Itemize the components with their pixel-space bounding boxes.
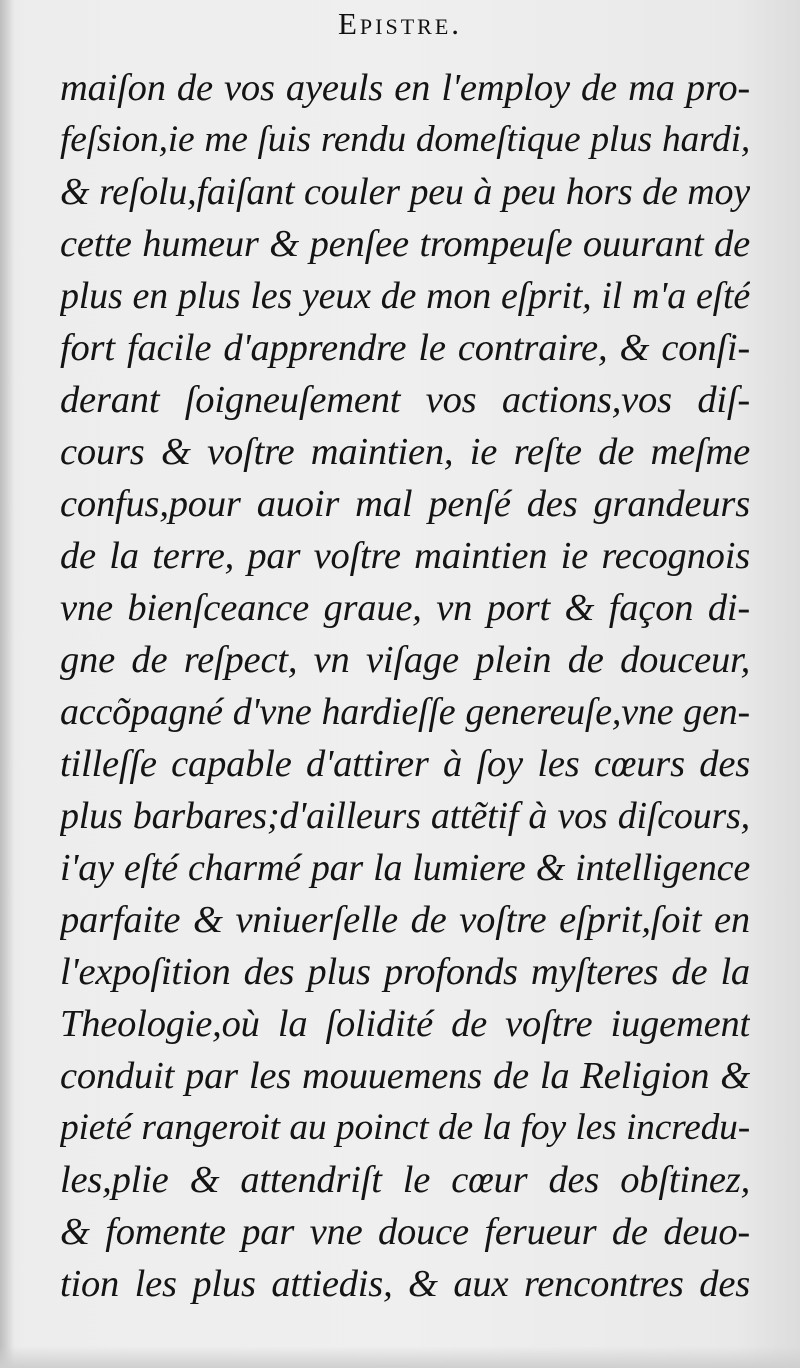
text-line: i'ay eſté charmé par la lumiere & intelligence	[60, 847, 750, 889]
text-line: parfaite & vniuerſelle de voſtre eſprit,ſoit en	[60, 899, 750, 941]
text-line: pieté rangeroit au poinct de la foy les incredu-	[60, 1107, 750, 1148]
text-line: tilleſſe capable d'attirer à ſoy les cœurs des	[60, 743, 750, 785]
text-line: tion les plus attiedis, & aux rencontres des	[60, 1263, 750, 1305]
text-line: feſsion,ie me ſuis rendu domeſtique plus hardi,	[60, 119, 750, 160]
text-line: cours & voſtre maintien, ie reſte de meſme	[60, 431, 750, 473]
text-line: & fomente par vne douce ferueur de deuo-	[60, 1211, 750, 1253]
text-line: & reſolu,faiſant couler peu à peu hors de moy	[60, 171, 750, 213]
text-line: les,plie & attendriſt le cœur des obſtinez,	[60, 1159, 750, 1201]
text-line: l'expoſition des plus profonds myſteres de la	[60, 951, 750, 993]
text-line: vne bienſceance graue, vn port & façon di-	[60, 587, 750, 629]
text-line: cette humeur & penſee trompeuſe ouurant de	[60, 223, 750, 265]
text-line: maiſon de vos ayeuls en l'employ de ma pro-	[60, 67, 750, 109]
text-line: fort facile d'apprendre le contraire, & conſi-	[60, 327, 750, 369]
text-line: accõpagné d'vne hardieſſe genereuſe,vne gen-	[60, 691, 750, 733]
running-head: Epistre.	[337, 6, 463, 41]
text-line: derant ſoigneuſement vos actions,vos diſ-	[60, 379, 750, 421]
text-line: plus barbares;d'ailleurs attẽtif à vos diſcours,	[60, 795, 750, 837]
page-bottom-edge	[0, 1346, 800, 1368]
text-line: plus en plus les yeux de mon eſprit, il m'a eſté	[60, 275, 750, 317]
text-line: de la terre, par voſtre maintien ie recognois	[60, 535, 750, 577]
text-line: gne de reſpect, vn viſage plein de douceur,	[60, 639, 750, 681]
gutter-shadow	[0, 0, 14, 1368]
text-line: Theologie,où la ſolidité de voſtre iugement	[60, 1003, 750, 1045]
text-line: confus,pour auoir mal penſé des grandeurs	[60, 483, 750, 525]
body-text	[60, 62, 750, 1310]
text-line: conduit par les mouuemens de la Religion &	[60, 1055, 750, 1097]
